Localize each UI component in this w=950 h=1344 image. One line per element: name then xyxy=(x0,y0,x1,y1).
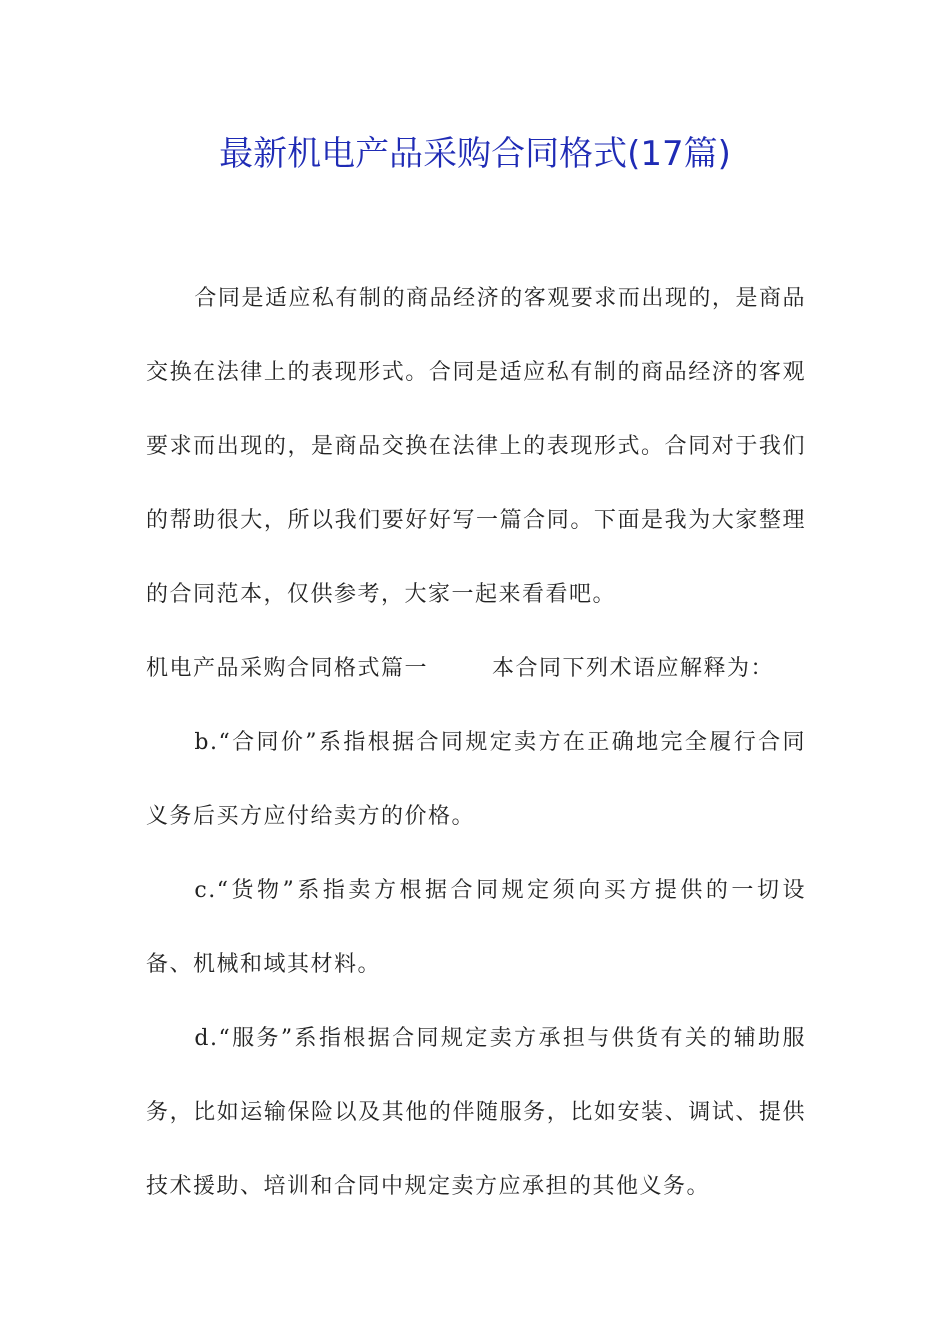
section-heading: 机电产品采购合同格式篇一 xyxy=(146,656,429,681)
clause-c: c.“货物”系指卖方根据合同规定须向买方提供的一切设备、机械和域其材料。 xyxy=(146,878,806,977)
clause-d: d.“服务”系指根据合同规定卖方承担与供货有关的辅助服务，比如运输保险以及其他的伴随服务，比如安装、调试、提供技术援助、培训和合同中规定卖方应承担的其他义务。 xyxy=(146,1026,806,1199)
document-title: 最新机电产品采购合同格式(17篇) xyxy=(219,134,731,174)
intro-paragraph: 合同是适应私有制的商品经济的客观要求而出现的，是商品交换在法律上的表现形式。合同是适应私有制的商品经济的客观要求而出现的，是商品交换在法律上的表现形式。合同对于我们的帮助很大，所以我们要好好写一篇合同。下面是我为大家整理的合同范本，仅供参考，大家一起来看看吧。 xyxy=(146,286,806,607)
clause-b: b.“合同价”系指根据合同规定卖方在正确地完全履行合同义务后买方应付给卖方的价格。 xyxy=(146,730,806,829)
section-line xyxy=(146,632,806,706)
document-body xyxy=(146,262,806,1224)
section-lead: 本合同下列术语应解释为： xyxy=(492,656,775,681)
